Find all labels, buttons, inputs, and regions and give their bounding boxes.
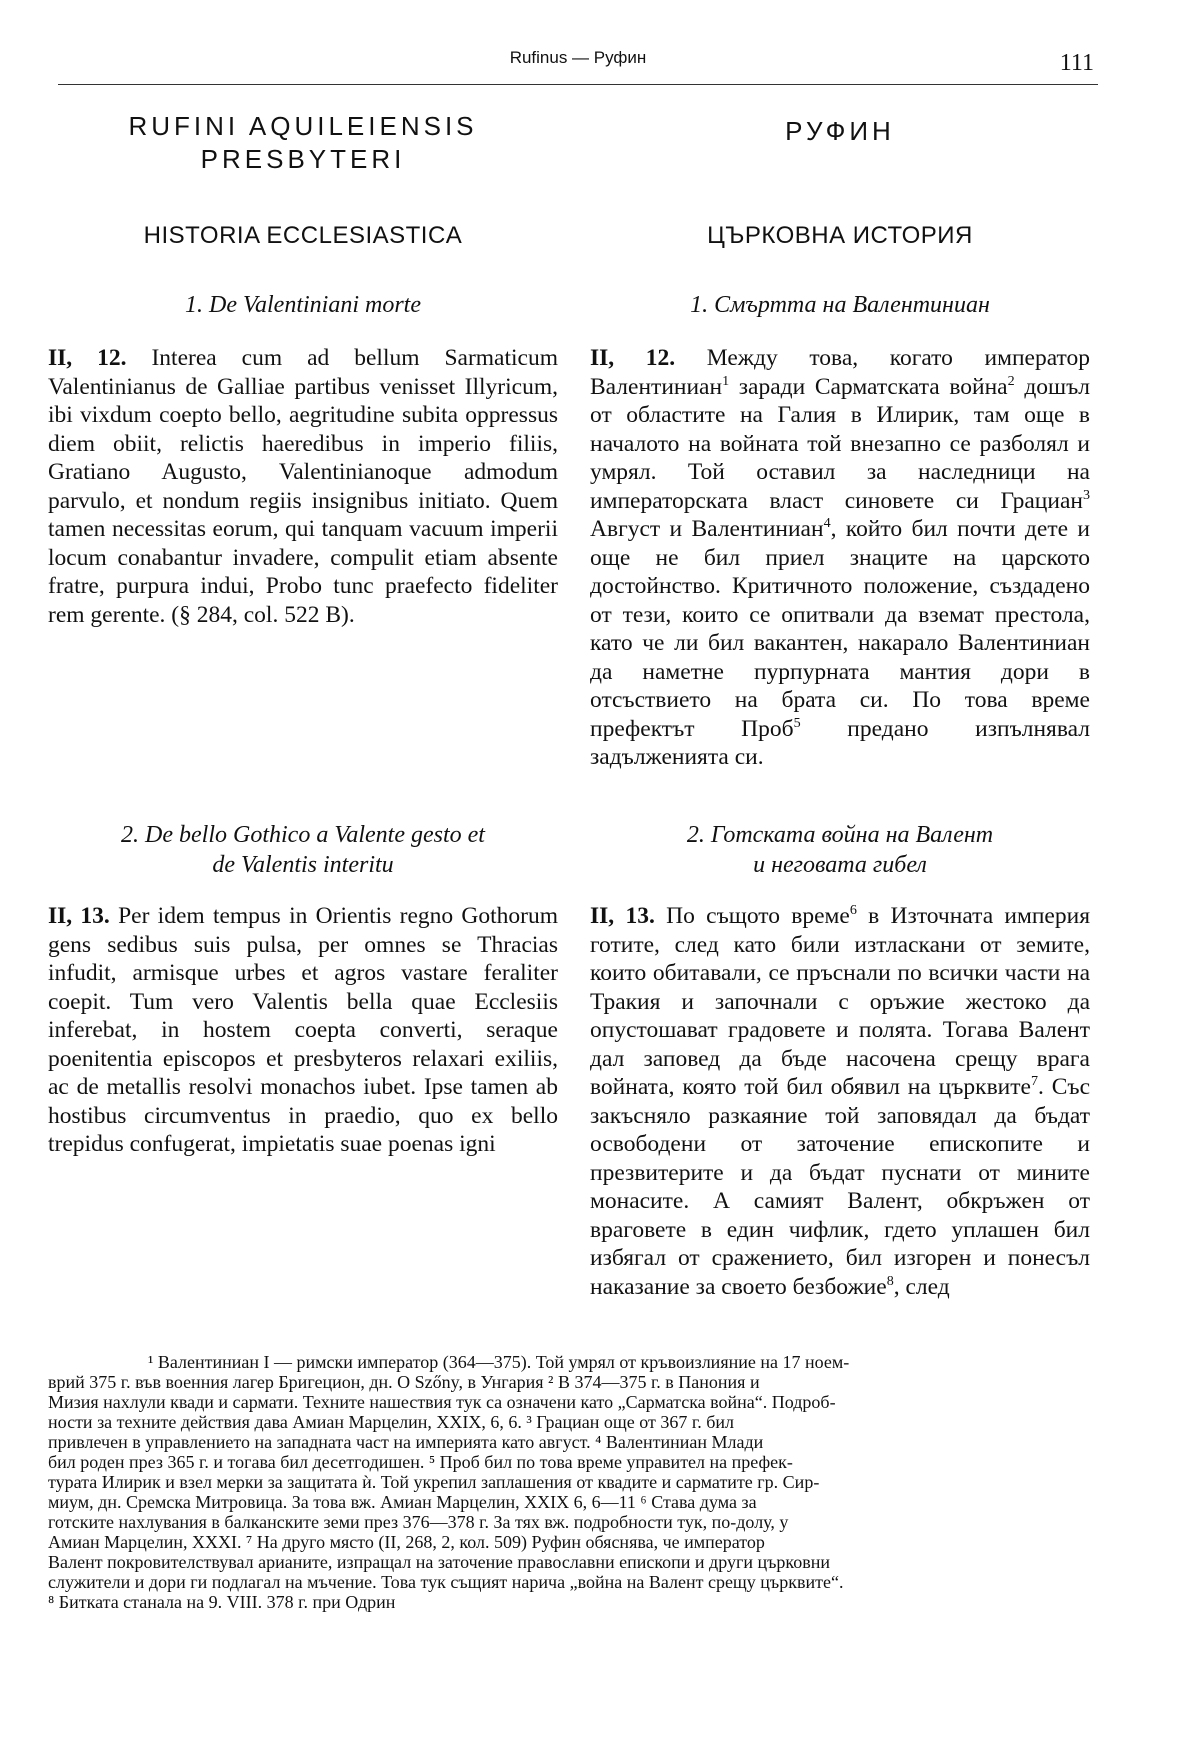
running-head [58, 44, 1098, 85]
text-run: , който бил почти дете и още не бил приел знаците на царското достойнство. Критичното положение, създадено от тези, които се опитвали да вземат престола, като че ли бил вакантен, накарало Валентиниан да наметне пурпурната мантия дори в отсъствието на брата си. По това време префектът Проб [590, 516, 1090, 742]
latin-section1-text [48, 344, 558, 629]
latin-author-line1: RUFINI AQUILEIENSIS [128, 111, 478, 141]
latin-author-line2: PRESBYTERI [200, 144, 406, 174]
latin-section2-title [48, 820, 558, 880]
bulgarian-section2-title-line1: 2. Готската война на Валент [686, 822, 994, 848]
footnote-line: ⁸ Битката станала на 9. VIII. 378 г. при Одрин [48, 1592, 396, 1612]
text-run: По същото време [666, 903, 850, 929]
footnote-line: Валент покровителствувал арианите, изпращал на заточение православни епископи и други църковни [48, 1552, 831, 1572]
bulgarian-work-title: ЦЪРКОВНА ИСТОРИЯ [707, 222, 973, 249]
footnote-line: Амиан Марцелин, XXXI. ⁷ На друго място (II, 268, 2, кол. 509) Руфин обяснява, че император [48, 1532, 765, 1552]
bulgarian-section2-text [590, 902, 1090, 1301]
footnote-line: готските нахлувания в балканските земи през 376—378 г. За тях вж. подробности тук, по-долу, у [48, 1512, 789, 1532]
latin-section2-title-line2: de Valentis interitu [212, 852, 394, 878]
footnote-line: врий 375 г. във военния лагер Бригецион, дн. О Szőny, в Унгария ² В 374—375 г. в Панония и [48, 1372, 760, 1392]
footnotes [48, 1352, 1098, 1612]
bulgarian-section1-ref: II, 12. [590, 345, 676, 371]
bulgarian-section1-title: 1. Смъртта на Валентиниан [690, 292, 990, 318]
text-run: заради Сарматската война [729, 373, 1008, 400]
text-run: в Източната империя готите, след като били изтласкани от земите, които обитавали, се пръснали по всички части на Тракия и започнали с оръжие жестоко да опустошават градовете и полята. Тогава Валент дал заповед да бъде насочена срещу врага войната, която той бил обявил на църквите [590, 903, 1090, 1100]
footnote-line: привлечен в управлението на западната част на империята като август. ⁴ Валентиниан Млади [48, 1432, 764, 1452]
latin-section1-body: Interea cum ad bellum Sarmaticum Valentinianus de Galliae partibus venisset Illyricum, ibi vixdum coepto bello, aegritudine subita oppressus diem obiit, relictis haeredibus in imperio filiis, Gratiano Augusto, Valentinianoque admodum parvulo, et nondum regiis insignibus initiato. Quem tamen necessitas eorum, qui tanquam vacuum imperii locum conabantur invadere, compulit etiam absente fratre, purpura indui, Probo tunc praefecto fideliter rem gerente. (§ 284, col. 522 B). [48, 345, 559, 628]
footnote-line: турата Илирик и взел мерки за защитата ѝ. Той укрепил заплашения от квадите и сарматите гр. Сир- [48, 1472, 820, 1492]
footnote-line: бил роден през 365 г. и тогава бил десетгодишен. ⁵ Проб бил по това време управител на префек- [48, 1452, 793, 1472]
latin-section2-ref: II, 13. [48, 903, 110, 929]
text-run: Между това, когато император Валентиниан [590, 345, 1090, 400]
latin-section1-ref: II, 12. [48, 345, 127, 371]
footnote-ref-2: 2 [1007, 372, 1015, 389]
latin-section2-body: Per idem tempus in Orientis regno Gothorum gens sedibus suis pulsa, per omnes se Thracias infudit, armisque urbes et agros vastare feraliter coepit. Tum vero Valentis bella quae Ecclesiis inferebat, in hostem coepta converti, seraque poenitentia episcopos et presbyteros relaxari exiliis, ac de metallis resolvi monachos iubet. Ipse tamen ab hostibus circumventus in praedio, quo ex bello trepidus confugerat, impietatis suae poenas igni [48, 903, 558, 1157]
latin-section1-title: 1. De Valentiniani morte [185, 292, 421, 318]
footnote-ref-5: 5 [793, 714, 801, 731]
latin-section2-title-line1: 2. De bello Gothico a Valente gesto et [121, 822, 485, 848]
footnote-ref-7: 7 [1030, 1073, 1038, 1090]
latin-section2-text [48, 902, 558, 1159]
bulgarian-section1-text [590, 344, 1090, 772]
page-number: 111 [1059, 50, 1094, 76]
text-run: дошъл от областите на Галия в Илирик, там още в началото на войната той внезапно се разболял и умрял. Той оставил за наследници на императорската власт синовете си Грациан [590, 373, 1090, 514]
running-title: Rufinus — Руфин [509, 48, 647, 67]
footnote-line: ¹ Валентиниан I — римски император (364—375). Той умрял от кръвоизлияние на 17 ноем- [148, 1352, 850, 1372]
text-run: , след [893, 1273, 950, 1300]
bulgarian-section2-title [590, 820, 1090, 880]
footnote-line: Мизия нахлули квади и сармати. Техните нашествия тук са означени като „Сарматска война“. Подроб- [48, 1392, 836, 1412]
bulgarian-section2-ref: II, 13. [590, 903, 655, 929]
footnote-ref-3: 3 [1082, 486, 1090, 503]
footnote-ref-1: 1 [722, 372, 730, 389]
text-run: . Със закъсняло разкаяние той заповядал да бъдат освободени от заточение епископите и презвитерите и да бъдат пуснати от мините монасите. А самият Валент, обкръжен от враговете в един чифлик, гдето уплашен бил избягал от сражението, бил изгорен и понесъл наказание за своето безбожие [590, 1074, 1091, 1300]
footnote-ref-4: 4 [823, 515, 831, 532]
bulgarian-author: РУФИН [785, 116, 895, 146]
text-run: Август и Валентиниан [590, 516, 824, 542]
footnote-line: миум, дн. Сремска Митровица. За това вж. Амиан Марцелин, XXIX 6, 6—11 ⁶ Става дума за [48, 1492, 757, 1512]
latin-work-title: HISTORIA ECCLESIASTICA [143, 222, 463, 249]
latin-header [48, 110, 558, 176]
footnote-line: служители и дори ги подлагал на мъчение. Това тук същият нарича „война на Валент срещу църквите“. [48, 1572, 844, 1592]
footnote-ref-6: 6 [849, 902, 857, 919]
footnote-line: ности за техните действия дава Амиан Марцелин, XXIX, 6, 6. ³ Грациан още от 367 г. бил [48, 1412, 735, 1432]
bulgarian-section2-title-line2: и неговата гибел [753, 852, 927, 878]
footnote-ref-8: 8 [886, 1272, 894, 1289]
text-run: предано изпълнявал задълженията си. [590, 715, 1090, 770]
